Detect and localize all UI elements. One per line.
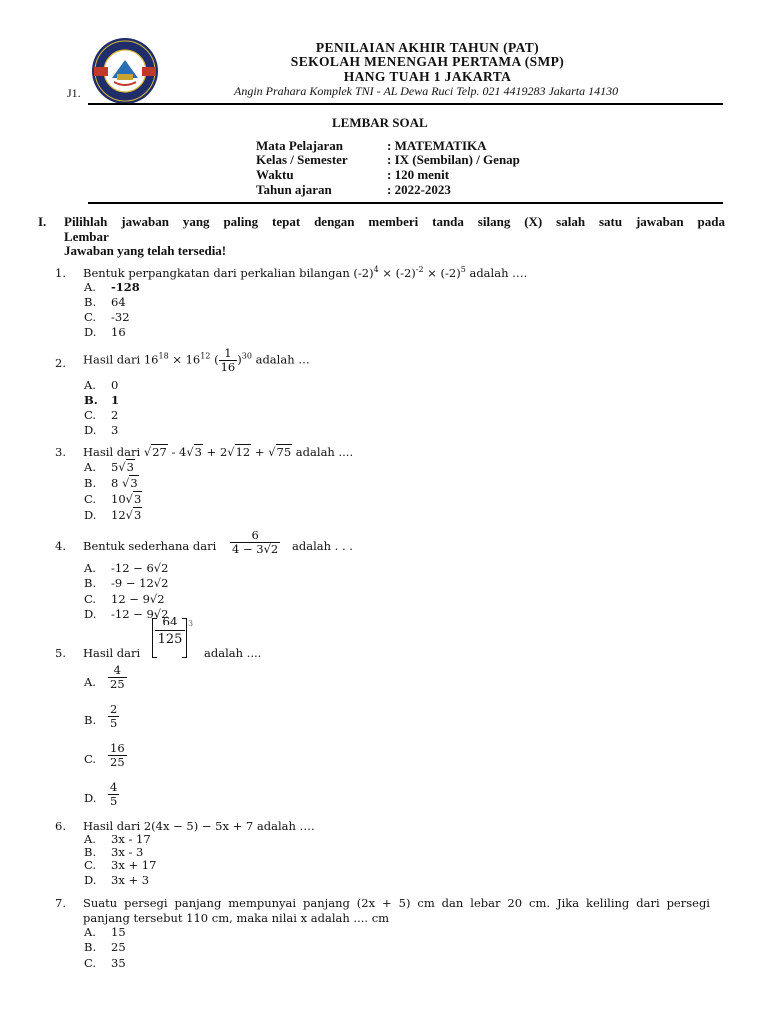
coefficient: 10 [111, 492, 126, 506]
option-letter: B. [84, 476, 97, 490]
exponent: 12 [200, 351, 211, 361]
exponent: -2 [415, 265, 424, 274]
option-letter: C. [84, 310, 97, 324]
option-text: 12√3 [111, 508, 142, 522]
option-letter: B. [84, 295, 97, 309]
option-text: -32 [111, 310, 130, 324]
exponent: 18 [158, 351, 169, 361]
fraction-numerator: 4 [113, 663, 121, 677]
question-text-part: Hasil dari [83, 445, 144, 459]
option-text [108, 781, 119, 808]
option-letter: B. [84, 576, 97, 590]
question-text-part: Hasil dari 16 [83, 352, 159, 367]
bracket-exponent: 3 [188, 619, 194, 627]
fraction-denominator: 16 [220, 360, 236, 374]
question-text: Hasil dari [83, 646, 141, 660]
header-line-3: HANG TUAH 1 JAKARTA [343, 69, 512, 84]
option-letter: B. [84, 845, 97, 859]
option-text: 10√3 [111, 492, 142, 506]
fraction-numerator: 4 [110, 780, 118, 794]
document-code: J1. [67, 86, 81, 100]
question-text-part: × 16 [168, 352, 201, 367]
fraction [219, 347, 238, 374]
option-letter: A. [84, 280, 96, 294]
info-divider [88, 202, 723, 204]
fraction-numerator: 64 [162, 615, 178, 625]
option-text: -9 − 12√2 [111, 576, 169, 590]
option-letter: C. [84, 752, 97, 766]
fraction-denominator: 5 [110, 716, 118, 730]
option-text: -128 [111, 280, 140, 294]
question-text-part: adalah .... [292, 445, 354, 459]
exponent: 30 [241, 351, 252, 361]
option-letter: B. [84, 713, 97, 727]
option-letter: A. [84, 675, 96, 689]
option-text: 2 [111, 408, 119, 422]
fraction-denominator: 125 [155, 630, 185, 647]
fraction-numerator: 6 [251, 528, 259, 542]
question-text-part: × (-2) [378, 266, 416, 280]
option-letter: A. [84, 832, 96, 846]
info-value-subject: : MATEMATIKA [387, 138, 487, 153]
coefficient: 12 [111, 508, 126, 522]
option-text [108, 664, 127, 691]
option-letter: D. [84, 325, 97, 339]
option-letter: B. [84, 940, 97, 954]
radicand: 75 [276, 445, 292, 459]
option-letter: A. [84, 378, 96, 392]
option-letter: A. [84, 460, 96, 474]
info-value-class: : IX (Sembilan) / Genap [387, 152, 520, 167]
question-number: 4. [55, 539, 66, 553]
option-text: 15 [111, 925, 126, 939]
option-text: 3x + 17 [111, 858, 157, 872]
option-text [108, 742, 127, 769]
header-line-2: SEKOLAH MENENGAH PERTAMA (SMP) [290, 54, 565, 69]
radicand: 3 [194, 445, 202, 459]
radicand: 12 [235, 445, 251, 459]
option-letter: A. [84, 925, 96, 939]
section-instruction-line-2: Lembar [64, 229, 109, 244]
question-text: Hasil dari 2(4x − 5) − 5x + 7 adalah …. [83, 819, 315, 833]
bracketed-fraction [150, 615, 194, 658]
option-text: -12 − 9√2 [111, 607, 169, 621]
question-text: Bentuk sederhana dari [83, 539, 217, 553]
question-text-line-1: Suatu persegi panjang mempunyai panjang (2x + 5) cm dan lebar 20 cm. Jika keliling dari persegi [83, 896, 710, 910]
question-number: 1. [55, 266, 66, 280]
coefficient: 5 [111, 460, 119, 474]
question-text [83, 266, 527, 280]
option-letter: C. [84, 956, 97, 970]
fraction-denominator: 25 [110, 755, 125, 769]
option-letter: D. [84, 607, 97, 621]
option-letter: C. [84, 408, 97, 422]
option-letter: B. [84, 393, 98, 407]
fraction-denominator: 25 [110, 677, 125, 691]
section-instruction-line-3: Jawaban yang telah tersedia! [64, 243, 227, 258]
question-text-part: × (-2) [423, 266, 461, 280]
question-text-part: ( [210, 352, 219, 367]
option-text [108, 703, 119, 730]
question-number: 3. [55, 445, 66, 459]
coefficient: 8 [111, 476, 119, 490]
info-value-year: : 2022-2023 [387, 182, 451, 197]
option-letter: D. [84, 873, 97, 887]
section-instruction-line-1: Pilihlah jawaban yang paling tepat dengan memberi tanda silang (X) salah satu jawaban pada [64, 214, 725, 229]
option-text: 3x - 17 [111, 832, 151, 846]
info-value-time: : 120 menit [387, 167, 450, 182]
question-text-part: adalah … [251, 352, 310, 367]
question-text-part: adalah …. [465, 266, 528, 280]
option-letter: D. [84, 423, 97, 437]
question-number: 7. [55, 896, 66, 910]
fraction-denominator: 5 [110, 794, 118, 808]
option-letter: A. [84, 561, 96, 575]
option-text: 3 [111, 423, 119, 437]
option-text: 25 [111, 940, 126, 954]
option-text: 16 [111, 325, 126, 339]
question-number: 6. [55, 819, 66, 833]
fraction-numerator: 16 [110, 741, 125, 755]
option-text: 0 [111, 378, 119, 392]
exponent: 4 [373, 265, 379, 274]
option-text: 3x + 3 [111, 873, 150, 887]
header-divider [88, 103, 723, 105]
option-text: 8 √3 [111, 476, 138, 490]
question-suffix: adalah . . . [292, 539, 353, 553]
option-text: 5√3 [111, 460, 134, 474]
info-label-subject: Mata Pelajaran [256, 138, 344, 153]
radicand: 3 [133, 508, 142, 522]
fraction-numerator: 1 [224, 346, 232, 360]
option-letter: C. [84, 592, 97, 606]
question-suffix: adalah .... [204, 646, 262, 660]
question-number: 5. [55, 646, 66, 660]
question-text: Hasil dari √27 - 4√3 + 2√12 + √75 adalah .... [83, 445, 354, 459]
question-text-line-2: panjang tersebut 110 cm, maka nilai x adalah .... cm [83, 911, 390, 925]
exponent: 5 [460, 265, 466, 274]
question-number: 2. [55, 356, 66, 370]
info-label-year: Tahun ajaran [256, 182, 332, 197]
question-text-part: + 2 [203, 445, 228, 459]
fraction-denominator: 4 − 3√2 [232, 542, 279, 556]
question-text-part: Bentuk perpangkatan dari perkalian bilangan (-2) [83, 266, 374, 280]
header-line-1: PENILAIAN AKHIR TAHUN (PAT) [315, 40, 540, 55]
option-letter: C. [84, 858, 97, 872]
option-text: 35 [111, 956, 126, 970]
sheet-title: LEMBAR SOAL [332, 115, 428, 130]
option-text: 12 − 9√2 [111, 592, 165, 606]
info-label-time: Waktu [256, 167, 294, 182]
info-label-class: Kelas / Semester [256, 152, 348, 167]
radicand: 3 [126, 460, 134, 474]
option-text: 1 [111, 393, 120, 407]
option-letter: C. [84, 492, 97, 506]
radicand: 3 [133, 492, 142, 506]
radicand: 3 [130, 476, 138, 490]
question-text-part: + [251, 445, 269, 459]
section-number: I. [38, 214, 47, 229]
option-text: 64 [111, 295, 126, 309]
fraction-numerator: 2 [110, 702, 118, 716]
fraction [230, 529, 280, 556]
option-text: -12 − 6√2 [111, 561, 169, 575]
question-text-part: ) [237, 352, 242, 367]
question-text-part: - 4 [167, 445, 187, 459]
school-address: Angin Prahara Komplek TNI - AL Dewa Ruci Telp. 021 4419283 Jakarta 14130 [234, 84, 619, 98]
question-text [83, 347, 310, 374]
radicand: 27 [152, 445, 167, 459]
option-letter: D. [84, 508, 97, 522]
option-text: 3x - 3 [111, 845, 144, 859]
option-letter: D. [84, 791, 97, 805]
